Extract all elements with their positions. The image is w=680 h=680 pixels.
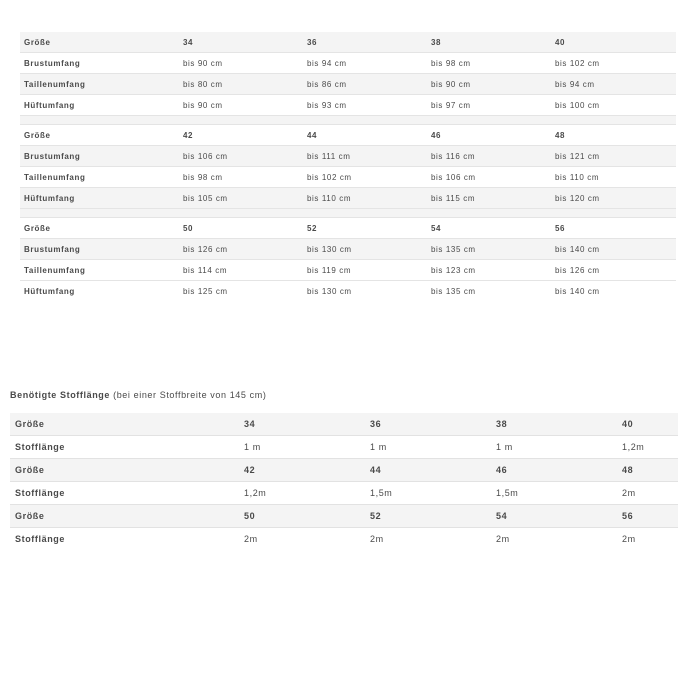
measure-cell: bis 140 cm: [551, 239, 676, 260]
measure-cell: bis 123 cm: [427, 260, 551, 281]
size-row-brustumfang: [20, 53, 676, 74]
fabric-row-label: Größe: [10, 505, 239, 528]
size-row-hueftumfang: [20, 188, 676, 209]
measure-cell: bis 111 cm: [303, 146, 427, 167]
size-row-taillenumfang: [20, 74, 676, 95]
fabric-cell: 42: [239, 459, 365, 482]
size-row-brustumfang: [20, 146, 676, 167]
measure-cell: bis 115 cm: [427, 188, 551, 209]
fabric-cell: 56: [617, 505, 678, 528]
fabric-row-label: Größe: [10, 459, 239, 482]
fabric-cell: 1 m: [365, 436, 491, 459]
size-cell: 36: [303, 32, 427, 53]
measure-cell: bis 102 cm: [303, 167, 427, 188]
fabric-length-table: [10, 413, 678, 550]
size-chart-table: [20, 32, 676, 301]
fabric-cell: 52: [365, 505, 491, 528]
fabric-cell: 38: [491, 413, 617, 436]
size-cell: 50: [179, 218, 303, 239]
fabric-cell: 1,5m: [491, 482, 617, 505]
measure-cell: bis 90 cm: [179, 53, 303, 74]
measure-label: Brustumfang: [20, 239, 179, 260]
measure-cell: bis 98 cm: [179, 167, 303, 188]
measure-cell: bis 119 cm: [303, 260, 427, 281]
size-chart-body: [20, 32, 676, 301]
block-separator: [20, 209, 676, 218]
fabric-cell: 1,2m: [239, 482, 365, 505]
measure-label: Hüftumfang: [20, 95, 179, 116]
measure-label: Taillenumfang: [20, 74, 179, 95]
fabric-heading-bold: Benötigte Stofflänge: [10, 390, 110, 400]
fabric-row-length: [10, 436, 678, 459]
measure-cell: bis 80 cm: [179, 74, 303, 95]
measure-cell: bis 120 cm: [551, 188, 676, 209]
measure-cell: bis 98 cm: [427, 53, 551, 74]
measure-label: Taillenumfang: [20, 167, 179, 188]
measure-cell: bis 106 cm: [179, 146, 303, 167]
fabric-row-sizes: [10, 459, 678, 482]
size-cell: 44: [303, 125, 427, 146]
measure-label: Hüftumfang: [20, 188, 179, 209]
fabric-cell: 34: [239, 413, 365, 436]
fabric-row-label: Stofflänge: [10, 436, 239, 459]
fabric-cell: 44: [365, 459, 491, 482]
size-cell: 48: [551, 125, 676, 146]
measure-cell: bis 102 cm: [551, 53, 676, 74]
fabric-row-label: Größe: [10, 413, 239, 436]
fabric-cell: 1 m: [491, 436, 617, 459]
measure-cell: bis 135 cm: [427, 281, 551, 302]
measure-label: Hüftumfang: [20, 281, 179, 302]
fabric-cell: 46: [491, 459, 617, 482]
size-cell: 46: [427, 125, 551, 146]
measure-cell: bis 93 cm: [303, 95, 427, 116]
measure-cell: bis 126 cm: [179, 239, 303, 260]
size-row-taillenumfang: [20, 260, 676, 281]
fabric-row-label: Stofflänge: [10, 482, 239, 505]
fabric-table-body: [10, 413, 678, 550]
size-row-hueftumfang: [20, 95, 676, 116]
measure-cell: bis 94 cm: [551, 74, 676, 95]
measure-cell: bis 130 cm: [303, 239, 427, 260]
size-row-label: Größe: [20, 218, 179, 239]
fabric-cell: 54: [491, 505, 617, 528]
measure-cell: bis 116 cm: [427, 146, 551, 167]
measure-cell: bis 90 cm: [427, 74, 551, 95]
measure-cell: bis 110 cm: [303, 188, 427, 209]
fabric-cell: 1 m: [239, 436, 365, 459]
measure-cell: bis 140 cm: [551, 281, 676, 302]
measure-cell: bis 125 cm: [179, 281, 303, 302]
measure-cell: bis 86 cm: [303, 74, 427, 95]
measure-cell: bis 135 cm: [427, 239, 551, 260]
measure-cell: bis 97 cm: [427, 95, 551, 116]
size-row-sizes: [20, 125, 676, 146]
measure-cell: bis 130 cm: [303, 281, 427, 302]
fabric-row-length: [10, 482, 678, 505]
fabric-cell: 2m: [617, 482, 678, 505]
size-cell: 56: [551, 218, 676, 239]
size-cell: 38: [427, 32, 551, 53]
fabric-row-sizes: [10, 505, 678, 528]
fabric-cell: 2m: [239, 528, 365, 551]
block-separator: [20, 116, 676, 125]
fabric-cell: 50: [239, 505, 365, 528]
measure-cell: bis 100 cm: [551, 95, 676, 116]
measure-label: Brustumfang: [20, 53, 179, 74]
size-row-sizes: [20, 32, 676, 53]
measure-cell: bis 94 cm: [303, 53, 427, 74]
measure-cell: bis 105 cm: [179, 188, 303, 209]
fabric-cell: 48: [617, 459, 678, 482]
size-row-taillenumfang: [20, 167, 676, 188]
measure-cell: bis 121 cm: [551, 146, 676, 167]
size-cell: 42: [179, 125, 303, 146]
measure-cell: bis 110 cm: [551, 167, 676, 188]
fabric-cell: 1,2m: [617, 436, 678, 459]
size-row-hueftumfang: [20, 281, 676, 302]
size-row-label: Größe: [20, 32, 179, 53]
size-row-sizes: [20, 218, 676, 239]
measure-label: Brustumfang: [20, 146, 179, 167]
fabric-row-sizes: [10, 413, 678, 436]
measure-cell: bis 114 cm: [179, 260, 303, 281]
fabric-cell: 2m: [617, 528, 678, 551]
measure-cell: bis 126 cm: [551, 260, 676, 281]
size-cell: 40: [551, 32, 676, 53]
measure-cell: bis 90 cm: [179, 95, 303, 116]
fabric-cell: 2m: [491, 528, 617, 551]
size-cell: 52: [303, 218, 427, 239]
measure-cell: bis 106 cm: [427, 167, 551, 188]
measure-label: Taillenumfang: [20, 260, 179, 281]
fabric-heading-note: (bei einer Stoffbreite von 145 cm): [113, 390, 267, 400]
size-row-label: Größe: [20, 125, 179, 146]
fabric-row-label: Stofflänge: [10, 528, 239, 551]
fabric-row-length: [10, 528, 678, 551]
fabric-cell: 2m: [365, 528, 491, 551]
size-cell: 34: [179, 32, 303, 53]
size-cell: 54: [427, 218, 551, 239]
fabric-cell: 36: [365, 413, 491, 436]
fabric-length-heading: [10, 390, 266, 400]
fabric-cell: 1,5m: [365, 482, 491, 505]
size-row-brustumfang: [20, 239, 676, 260]
fabric-cell: 40: [617, 413, 678, 436]
